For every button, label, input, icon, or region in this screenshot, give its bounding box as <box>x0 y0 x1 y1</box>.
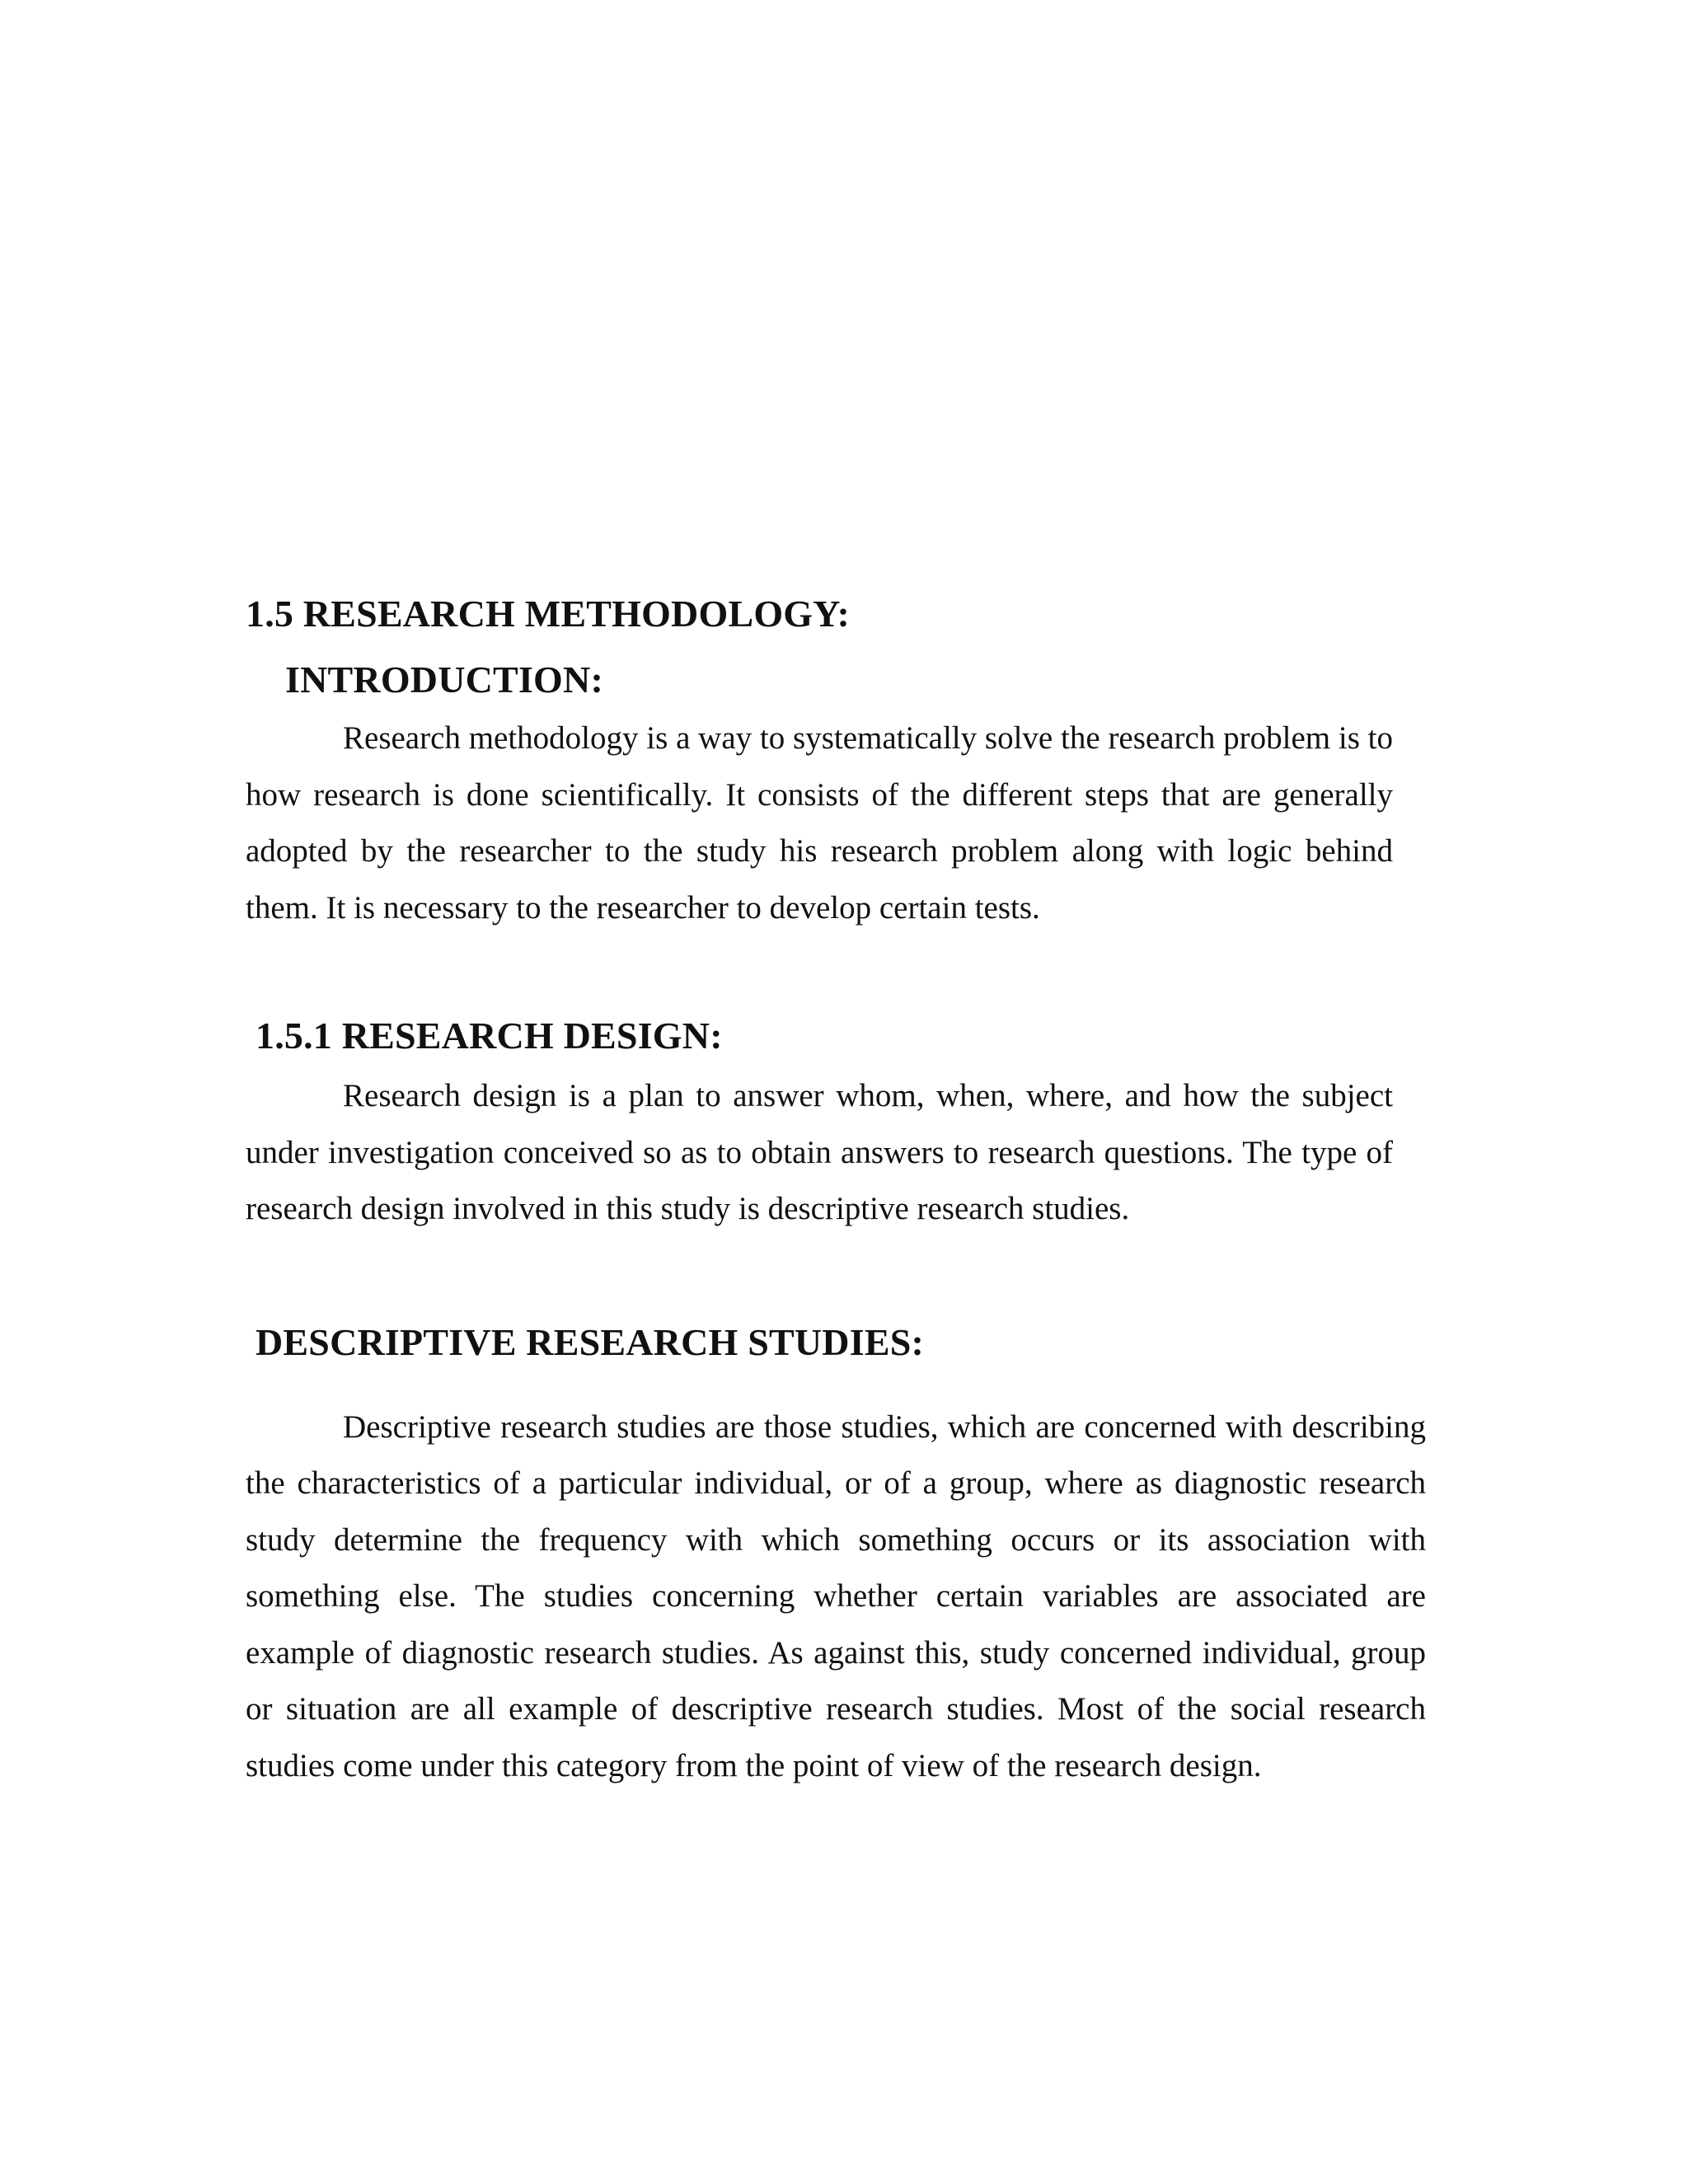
introduction-heading: INTRODUCTION: <box>285 658 603 701</box>
descriptive-studies-heading: DESCRIPTIVE RESEARCH STUDIES: <box>256 1320 925 1363</box>
introduction-paragraph: Research methodology is a way to systematically solve the research problem is to how research is done scientifically. It consists of the different steps that are generally adopted by the researcher to the study his research problem along with logic behind them. It is necessary to the researcher to develop certain tests. <box>246 720 1393 926</box>
research-design-heading: 1.5.1 RESEARCH DESIGN: <box>256 1015 723 1057</box>
section-heading: 1.5 RESEARCH METHODOLOGY: <box>246 593 851 635</box>
research-design-paragraph: Research design is a plan to answer whom, when, where, and how the subject under investigation conceived so as to obtain answers to research questions. The type of research design involved in this study is descriptive research studies. <box>246 1078 1393 1226</box>
descriptive-studies-paragraph: Descriptive research studies are those studies, which are concerned with describing the characteristics of a particular individual, or of a group, where as diagnostic research study determine the frequency with which something occurs or its association with something else. The studies concerning whether certain variables are associated are example of diagnostic research studies. As against this, study concerned individual, group or situation are all example of descriptive research studies. Most of the social research studies come under this category from the point of view of the research design. <box>246 1408 1426 1783</box>
document-body <box>246 585 1424 1794</box>
